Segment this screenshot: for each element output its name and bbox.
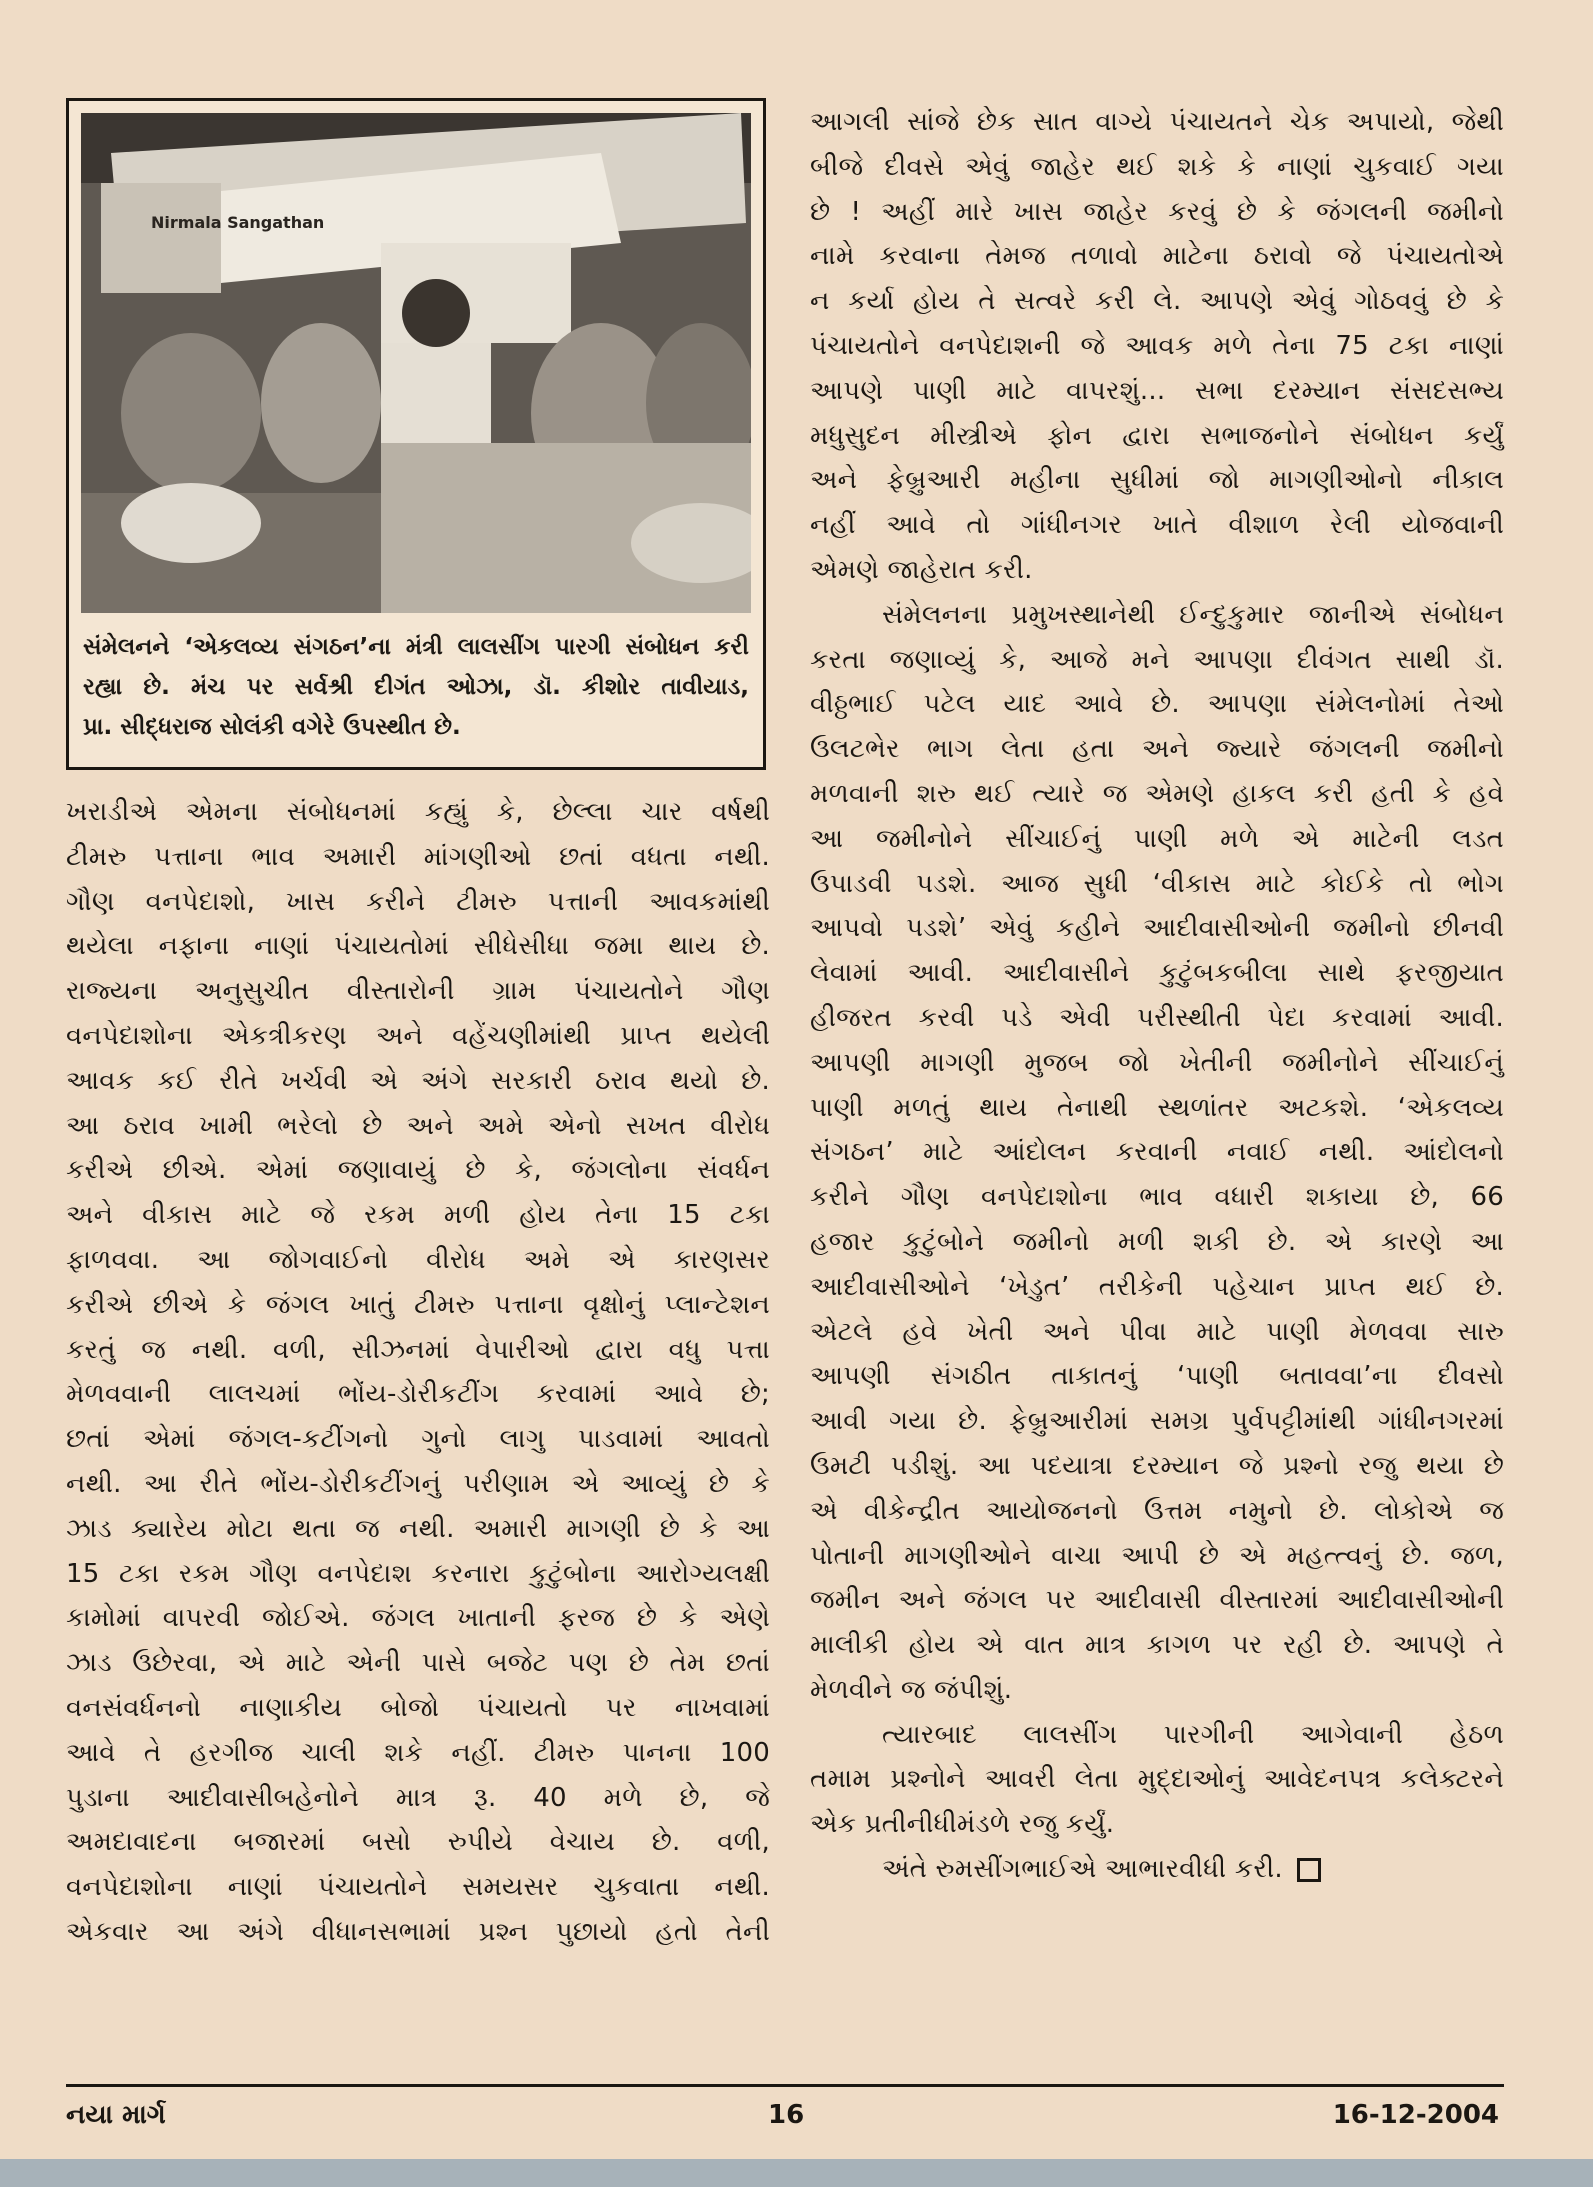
- text-line: તમામ પ્રશ્નોને આવરી લેતા મુદ્દાઓનું આવેદનપત્ર કલેક્ટરને: [810, 1764, 1504, 1795]
- text-line: આ ઠરાવ ખામી ભરેલો છે અને અમે એનો સખત વીરોધ: [66, 1110, 770, 1141]
- right-column: [810, 100, 1504, 1892]
- paragraph: [810, 100, 1504, 593]
- text-line: માલીકી હોય એ વાત માત્ર કાગળ પર રહી છે. આપણે તે: [810, 1630, 1504, 1661]
- text-line: આદીવાસીઓને ‘ખેડુત’ તરીકેની પહેચાન પ્રાપ્ત થઈ છે.: [810, 1271, 1504, 1302]
- paragraph: [810, 593, 1504, 1713]
- text-line: આપણી સંગઠીત તાકાતનું ‘પાણી બતાવવા’ના દીવસો: [810, 1361, 1504, 1392]
- text-line: થયેલા નફાના નાણાં પંચાયતોમાં સીધેસીધા જમા થાય છે.: [66, 931, 770, 962]
- paragraph: [810, 1713, 1504, 1847]
- text-line: પંચાયતોને વનપેદાશની જે આવક મળે તેના 75 ટકા નાણાં: [810, 330, 1504, 361]
- text-line: આ જમીનોને સીંચાઈનું પાણી મળે એ માટેની લડત: [810, 823, 1504, 854]
- banner-text: Nirmala Sangathan: [151, 213, 325, 232]
- text-line: કરતું જ નથી. વળી, સીઝનમાં વેપારીઓ દ્વારા વધુ પત્તા: [66, 1334, 770, 1365]
- text-line: મધુસુદન મીસ્ત્રીએ ફોન દ્વારા સભાજનોને સંબોધન કર્યું: [810, 420, 1504, 451]
- page-edge: [0, 2159, 1593, 2187]
- text-line: ફાળવવા. આ જોગવાઈનો વીરોધ અમે એ કારણસર: [66, 1244, 770, 1275]
- text-line: એમણે જાહેરાત કરી.: [810, 554, 1033, 585]
- text-line: નથી. આ રીતે ભોંય-ડોરીકટીંગનું પરીણામ એ આવ્યું છે કે: [66, 1468, 770, 1499]
- text-line: અને ફેબ્રુઆરી મહીના સુધીમાં જો માગણીઓનો નીકાલ: [810, 465, 1504, 496]
- caption-line: રહ્યા છે. મંચ પર સર્વશ્રી દીગંત ઓઝા, ડૉ. કીશોર તાવીયાડ,: [83, 674, 749, 700]
- left-column: [66, 790, 770, 1955]
- text-line: કરીએ છીએ કે જંગલ ખાતું ટીમરુ પત્તાના વૃક્ષોનું પ્લાન્ટેશન: [66, 1289, 770, 1320]
- text-line: હજાર કુટુંબોને જમીનો મળી શકી છે. એ કારણે આ: [810, 1226, 1504, 1257]
- text-line: હીજરત કરવી પડે એવી પરીસ્થીતી પેદા કરવામાં આવી.: [810, 1002, 1504, 1033]
- text-line: ઉમટી પડીશું. આ પદયાત્રા દરમ્યાન જે પ્રશ્નો રજુ થયા છે: [810, 1450, 1504, 1481]
- paragraph: [810, 1847, 1504, 1892]
- text-line: આવે તે હરગીજ ચાલી શકે નહીં. ટીમરુ પાનના 100: [66, 1737, 770, 1768]
- text-line: જમીન અને જંગલ પર આદીવાસી વીસ્તારમાં આદીવાસીઓની: [810, 1585, 1504, 1616]
- text-line: ખરાડીએ એમના સંબોધનમાં કહ્યું કે, છેલ્લા ચાર વર્ષથી: [66, 797, 770, 827]
- text-line: કરતા જણાવ્યું કે, આજે મને આપણા દીવંગત સાથી ડૉ.: [810, 644, 1504, 675]
- text-line: ટીમરુ પત્તાના ભાવ અમારી માંગણીઓ છતાં વધતા નથી.: [66, 841, 770, 872]
- text-line: વનસંવર્ધનનો નાણાકીય બોજો પંચાયતો પર નાખવામાં: [66, 1692, 770, 1723]
- text-line: કરીએ છીએ. એમાં જણાવાયું છે કે, જંગલોના સંવર્ધન: [66, 1155, 770, 1186]
- text-line: વીઠ્ઠભાઈ પટેલ યાદ આવે છે. આપણા સંમેલનોમાં તેઓ: [810, 689, 1504, 720]
- text-line: એટલે હવે ખેતી અને પીવા માટે પાણી મેળવવા સારુ: [810, 1316, 1504, 1347]
- footer-rule: [66, 2084, 1504, 2087]
- text-line: આપણી માગણી મુજબ જો ખેતીની જમીનોને સીંચાઈનું: [810, 1047, 1504, 1078]
- text-line: આવક કઈ રીતે ખર્ચવી એ અંગે સરકારી ઠરાવ થયો છે.: [66, 1065, 770, 1096]
- text-line: બીજે દીવસે એવું જાહેર થઈ શકે કે નાણાં ચુકવાઈ ગયા: [810, 151, 1504, 182]
- text-line: [810, 1847, 1504, 1892]
- page-number: 16: [768, 2100, 805, 2130]
- publication-name: નયા માર્ગ: [66, 2100, 166, 2130]
- closing-line: અંતે રુમસીંગભાઈએ આભારવીધી કરી.: [882, 1854, 1283, 1885]
- text-line: આવી ગયા છે. ફેબ્રુઆરીમાં સમગ્ર પુર્વપટ્ટીમાંથી ગાંધીનગરમાં: [810, 1406, 1504, 1437]
- text-line: પાણી મળતું થાય તેનાથી સ્થળાંતર અટકશે. ‘એકલવ્ય: [810, 1092, 1504, 1123]
- issue-date: 16-12-2004: [1332, 2100, 1499, 2130]
- text-line: ઉપાડવી પડશે. આજ સુધી ‘વીકાસ માટે કોઈકે તો ભોગ: [810, 868, 1504, 899]
- text-line: અને વીકાસ માટે જે રકમ મળી હોય તેના 15 ટકા: [66, 1200, 770, 1231]
- text-line: ઝાડ ક્યારેય મોટા થતા જ નથી. અમારી માગણી છે કે આ: [66, 1513, 770, 1544]
- text-line: એ વીકેન્દ્રીત આયોજનનો ઉત્તમ નમુનો છે. લોકોએ જ: [810, 1495, 1504, 1526]
- text-line: 15 ટકા રકમ ગૌણ વનપેદાશ કરનારા કુટુંબોના આરોગ્યલક્ષી: [66, 1558, 770, 1589]
- text-line: લેવામાં આવી. આદીવાસીને કુટુંબકબીલા સાથે ફરજીયાત: [810, 958, 1504, 989]
- photo-box: [66, 98, 766, 770]
- text-line: સંમેલનના પ્રમુખસ્થાનેથી ઈન્દુકુમાર જાનીએ સંબોધન: [882, 599, 1504, 630]
- text-line: કરીને ગૌણ વનપેદાશોના ભાવ વધારી શકાયા છે, 66: [810, 1182, 1504, 1213]
- text-line: આપવો પડશે’ એવું કહીને આદીવાસીઓની જમીનો છીનવી: [810, 913, 1504, 944]
- text-line: નહીં આવે તો ગાંધીનગર ખાતે વીશાળ રેલી યોજવાની: [810, 510, 1504, 541]
- caption-line: પ્રા. સીદ્ધરાજ સોલંકી વગેરે ઉપસ્થીત છે.: [83, 714, 461, 740]
- text-line: રાજ્યના અનુસુચીત વીસ્તારોની ગ્રામ પંચાયતોને ગૌણ: [66, 976, 770, 1007]
- text-line: એક પ્રતીનીધીમંડળે રજુ કર્યું.: [810, 1809, 1115, 1840]
- text-line: મળવાની શરુ થઈ ત્યારે જ એમણે હાકલ કરી હતી કે હવે: [810, 778, 1504, 809]
- text-line: વનપેદાશોના એકત્રીકરણ અને વહેંચણીમાંથી પ્રાપ્ત થયેલી: [66, 1020, 770, 1051]
- text-line: અમદાવાદના બજારમાં બસો રુપીયે વેચાય છે. વળી,: [66, 1827, 770, 1858]
- caption-line: સંમેલનને ‘એકલવ્ય સંગઠન’ના મંત્રી લાલસીંગ પારગી સંબોધન કરી: [83, 634, 749, 660]
- event-photo: [81, 113, 751, 613]
- text-line: વનપેદાશોના નાણાં પંચાયતોને સમયસર ચુકવાતા નથી.: [66, 1872, 770, 1903]
- text-line: ગૌણ વનપેદાશો, ખાસ કરીને ટીમરુ પત્તાની આવકમાંથી: [66, 886, 770, 917]
- text-line: મેળવવાની લાલચમાં ભોંય-ડોરીકટીંગ કરવામાં આવે છે;: [66, 1379, 770, 1410]
- text-line: આગલી સાંજે છેક સાત વાગ્યે પંચાયતને ચેક અપાયો, જેથી: [810, 107, 1504, 137]
- text-line: છતાં એમાં જંગલ-કટીંગનો ગુનો લાગુ પાડવામાં આવતો: [66, 1424, 770, 1455]
- text-line: પુડાના આદીવાસીબહેનોને માત્ર રૂ. 40 મળે છે, જે: [66, 1782, 770, 1813]
- text-line: ઉલટભેર ભાગ લેતા હતા અને જ્યારે જંગલની જમીનો: [810, 734, 1504, 765]
- text-line: આપણે પાણી માટે વાપરશું... સભા દરમ્યાન સંસદસભ્ય: [810, 375, 1504, 406]
- text-line: મેળવીને જ જંપીશું.: [810, 1674, 1013, 1705]
- text-line: નામે કરવાના તેમજ તળાવો માટેના ઠરાવો જે પંચાયતોએ: [810, 241, 1504, 272]
- photo-illustration: [81, 113, 751, 613]
- text-line: છે ! અહીં મારે ખાસ જાહેર કરવું છે કે જંગલની જમીનો: [810, 196, 1504, 227]
- text-line: કામોમાં વાપરવી જોઈએ. જંગલ ખાતાની ફરજ છે કે એણે: [66, 1603, 770, 1634]
- text-line: ન કર્યા હોય તે સત્વરે કરી લે. આપણે એવું ગોઠવવું છે કે: [810, 286, 1504, 317]
- text-line: ઝાડ ઉછેરવા, એ માટે એની પાસે બજેટ પણ છે તેમ છતાં: [66, 1648, 770, 1679]
- text-line: સંગઠન’ માટે આંદોલન કરવાની નવાઈ નથી. આંદોલનો: [810, 1137, 1504, 1168]
- end-mark-icon: [1297, 1858, 1321, 1882]
- text-line: ત્યારબાદ લાલસીંગ પારગીની આગેવાની હેઠળ: [882, 1719, 1504, 1750]
- text-line: પોતાની માગણીઓને વાચા આપી છે એ મહત્ત્વનું છે. જળ,: [810, 1540, 1504, 1571]
- text-line: એકવાર આ અંગે વીધાનસભામાં પ્રશ્ન પુછાયો હતો તેની: [66, 1916, 770, 1947]
- photo-caption: [83, 627, 749, 747]
